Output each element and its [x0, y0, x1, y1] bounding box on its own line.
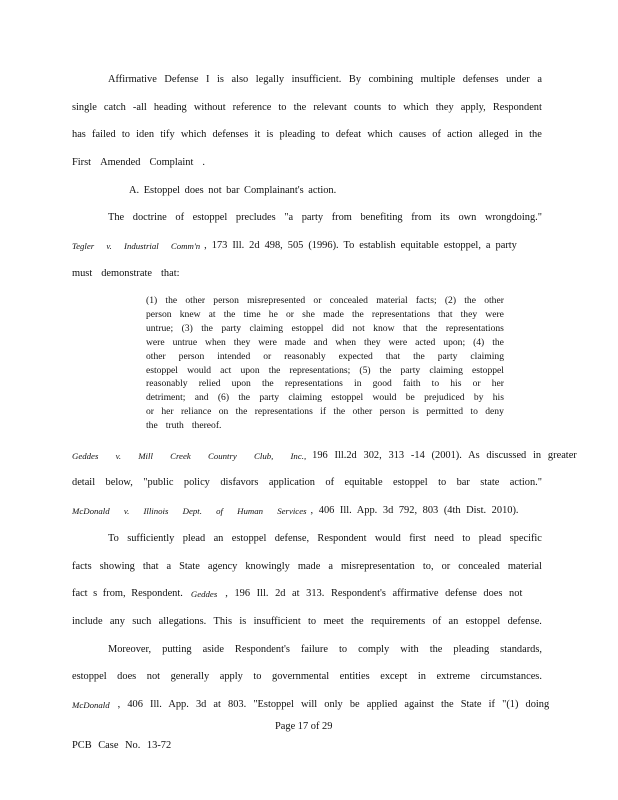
case-name-mcdonald-short: McDonald	[72, 700, 110, 710]
block-quote-line: detriment; and (6) the party claiming estoppel would be prejudiced by his	[146, 392, 504, 404]
page-number: Page 17 of 29	[275, 721, 333, 732]
case-name-geddes: Geddes v. Mill Creek Country Club, Inc.,	[72, 451, 307, 461]
citation-geddes: 196 Ill.2d 302, 313 -14 (2001). As discussed in greater	[312, 450, 577, 461]
paragraph-4-line-3-cite: , 196 Ill. 2d at 313. Respondent's affirmative defense does not	[225, 588, 523, 599]
case-name-tegler: Tegler v. Industrial Comm'n	[72, 241, 201, 251]
block-quote-line: (1) the other person misrepresented or concealed material facts; (2) the other	[146, 295, 504, 306]
paragraph-3-line-3	[72, 504, 542, 518]
case-name-geddes-short: Geddes	[190, 589, 218, 599]
paragraph-4-line-2: facts showing that a State agency knowingly made a misrepresentation to, or concealed material	[72, 561, 542, 572]
case-name-mcdonald: McDonald v. Illinois Dept. of Human Services	[72, 506, 307, 516]
paragraph-1-line-4: First Amended Complaint .	[72, 157, 205, 168]
section-heading-a: A. Estoppel does not bar Complainant's action.	[129, 185, 337, 196]
paragraph-3-line-2: detail below, "public policy disfavors application of equitable estoppel to bar state action."	[72, 477, 542, 488]
block-quote-line: the truth thereof.	[146, 420, 222, 432]
citation-mcdonald: , 406 Ill. App. 3d 792, 803 (4th Dist. 2010).	[310, 505, 519, 516]
block-quote-line: were untrue when they were made and when they were acted upon; (4) the	[146, 336, 504, 348]
paragraph-5-line-3	[72, 698, 550, 712]
paragraph-3-line-1	[72, 449, 577, 463]
paragraph-5-line-1: Moreover, putting aside Respondent's failure to comply with the pleading standards,	[108, 644, 542, 655]
paragraph-4-line-3	[72, 587, 542, 601]
block-quote-line: other person intended or reasonably expected that the party claiming	[146, 350, 504, 362]
paragraph-2-line-2	[72, 239, 542, 253]
paragraph-1-line-3: has failed to iden tify which defenses it is pleading to defeat which causes of action alleged in the	[72, 129, 542, 140]
block-quote-line: estoppel would act upon the representations; (5) the party claiming estoppel	[146, 364, 504, 376]
block-quote	[146, 294, 504, 433]
block-quote-line: or her reliance on the representations if the other person is permitted to deny	[146, 406, 504, 418]
block-quote-line: untrue; (3) the party claiming estoppel did not know that the representations	[146, 322, 504, 334]
paragraph-1-line-1: Affirmative Defense I is also legally insufficient. By combining multiple defenses under a	[108, 74, 542, 85]
paragraph-5-line-3-cite: , 406 Ill. App. 3d at 803. "Estoppel will only be applied against the State if "(1) doing	[117, 699, 550, 710]
case-number: PCB Case No. 13-72	[72, 740, 172, 751]
paragraph-4-line-3-text: fact s from, Respondent.	[72, 588, 183, 599]
citation-tegler: , 173 Ill. 2d 498, 505 (1996). To establish equitable estoppel, a party	[204, 240, 517, 251]
block-quote-line: reasonably relied upon the representations in good faith to his or her	[146, 378, 504, 390]
paragraph-4-line-4: include any such allegations. This is insufficient to meet the requirements of an estoppel defense.	[72, 616, 542, 627]
paragraph-5-line-2: estoppel does not generally apply to governmental entities except in extreme circumstances.	[72, 671, 542, 682]
paragraph-4-line-1: To sufficiently plead an estoppel defense, Respondent would first need to plead specific	[108, 533, 542, 544]
block-quote-line: person knew at the time he or she made the representations that they were	[146, 308, 504, 320]
paragraph-2-line-3: must demonstrate that:	[72, 268, 180, 279]
paragraph-1-line-2: single catch -all heading without reference to the relevant counts to which they apply, Respondent	[72, 102, 542, 113]
paragraph-2-line-1: The doctrine of estoppel precludes "a party from benefiting from its own wrongdoing."	[108, 212, 542, 223]
